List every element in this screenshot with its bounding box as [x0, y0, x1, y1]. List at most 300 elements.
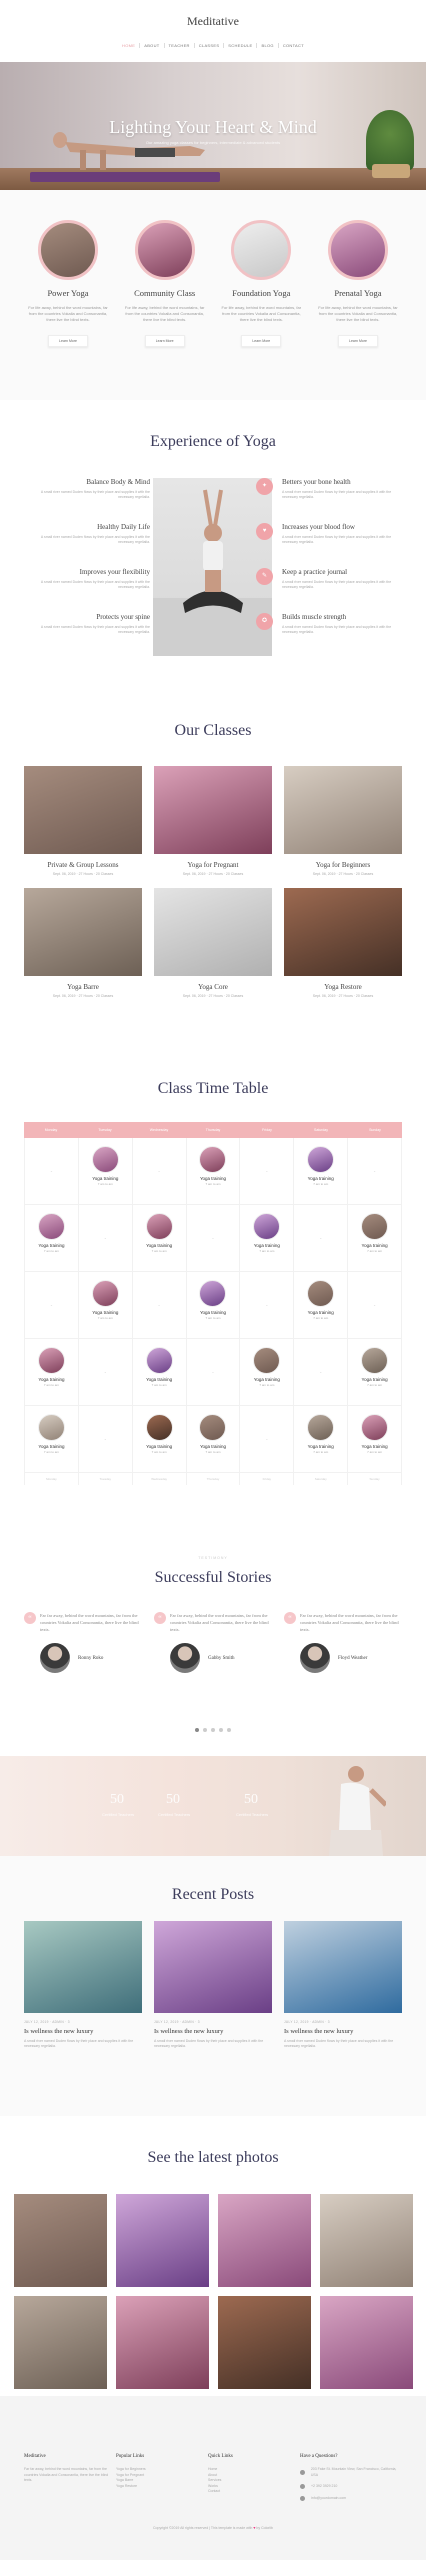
class-session-time: 7 am to am: [43, 1450, 59, 1454]
class-session-time: 7 am to am: [205, 1182, 221, 1186]
gallery-photo[interactable]: [14, 2194, 107, 2287]
quote-icon: “: [24, 1612, 36, 1624]
class-card[interactable]: [284, 888, 402, 998]
timetable-cell[interactable]: [294, 1138, 348, 1205]
timetable-cell: [187, 1205, 241, 1272]
class-session-time: 7 am to am: [367, 1249, 383, 1253]
empty-slot: -: [212, 1370, 214, 1376]
class-name[interactable]: Yoga Restore: [324, 983, 362, 991]
experience-item-title: Healthy Daily Life: [97, 523, 150, 531]
empty-slot: -: [104, 1437, 107, 1443]
feature-text: For life away, behind the word mountains, far from the countries Vokalia and Consonantia, there live the blind texts.: [318, 305, 398, 322]
feature-text: For life away, behind the word mountains, far from the countries Vokalia and Consonantia, there live the blind texts.: [28, 305, 108, 322]
class-session-name[interactable]: Yoga training: [361, 1243, 388, 1248]
site-logo[interactable]: Meditative: [187, 14, 239, 28]
experience-item-text: A small river named Duden flows by their place and supplies it with the necessary regelialia.: [282, 625, 392, 634]
class-image[interactable]: [154, 766, 272, 854]
post-title[interactable]: Is wellness the new luxury: [284, 2028, 354, 2035]
gallery-photo[interactable]: [116, 2296, 209, 2389]
meditating-woman-figure: [153, 478, 272, 656]
experience-item-text: A small river named Duden flows by their place and supplies it with the necessary regelialia.: [282, 535, 392, 544]
experience-item: [24, 613, 150, 658]
nav-schedule[interactable]: SCHEDULE: [224, 43, 257, 48]
timetable-cell[interactable]: [25, 1205, 79, 1272]
experience-item-title: Betters your bone health: [282, 478, 351, 486]
class-session-name[interactable]: Yoga training: [92, 1310, 119, 1315]
instructor-avatar: [199, 1414, 226, 1441]
testimonial-card: [284, 1612, 402, 1673]
section-title: Our Classes: [174, 722, 252, 739]
timetable-cell: [133, 1272, 187, 1339]
carousel-dot[interactable]: [195, 1728, 199, 1732]
nav-teacher[interactable]: TEACHER: [165, 43, 195, 48]
quote-icon: “: [154, 1612, 166, 1624]
class-image[interactable]: [24, 766, 142, 854]
avatar: [40, 1643, 70, 1673]
timetable-cell[interactable]: [133, 1205, 187, 1272]
feature-card: [24, 220, 112, 347]
class-image[interactable]: [284, 888, 402, 976]
counter-value: 50: [244, 1792, 258, 1807]
copyright: [0, 2526, 426, 2530]
instructor-avatar: [92, 1146, 119, 1173]
footer-link[interactable]: Yoga for Beginners: [116, 2467, 146, 2471]
empty-slot: -: [266, 1169, 268, 1175]
experience-item-text: A small river named Duden flows by their place and supplies it with the necessary regelialia.: [40, 625, 150, 634]
counter-label: Certified Teachers: [102, 1812, 135, 1817]
instructor-avatar: [361, 1213, 388, 1240]
class-session-time: 7 am to am: [43, 1249, 59, 1253]
feature-title: Power Yoga: [47, 288, 89, 298]
day-footer: Wednesday: [133, 1473, 187, 1485]
section-title: Recent Posts: [171, 1886, 255, 1903]
experience-item-title: Increases your blood flow: [282, 523, 355, 531]
timetable-cell: [187, 1339, 241, 1406]
nav-blog[interactable]: BLOG: [257, 43, 278, 48]
empty-slot: -: [266, 1303, 268, 1309]
class-session-time: 7 am to am: [205, 1450, 221, 1454]
instructor-avatar: [146, 1347, 173, 1374]
timetable-cell[interactable]: [187, 1138, 241, 1205]
class-image[interactable]: [284, 766, 402, 854]
feature-title: Community Class: [134, 288, 196, 298]
class-session-name[interactable]: Yoga training: [38, 1243, 65, 1248]
post-excerpt: A small river named Duden flows by their place and supplies it with the necessary regelialia.: [284, 2039, 394, 2048]
class-session-time: 7 am to am: [367, 1383, 383, 1387]
class-meta: Sept. 06, 2019 · 27 Hours · 20 Classes: [182, 872, 244, 876]
blog-post-card[interactable]: [24, 1921, 142, 2049]
bone-icon: ✦: [256, 478, 273, 495]
timetable-header: [24, 1122, 402, 1138]
footer-link[interactable]: Yoga Restore: [116, 2483, 138, 2488]
instructor-avatar: [361, 1414, 388, 1441]
counter-label: Certified Teachers: [158, 1812, 191, 1817]
class-session-name[interactable]: Yoga training: [253, 1243, 280, 1248]
timetable-cell[interactable]: [187, 1272, 241, 1339]
class-session-time: 7 am to am: [313, 1316, 329, 1320]
day-header: Wednesday: [149, 1128, 169, 1132]
class-meta: Sept. 06, 2019 · 27 Hours · 20 Classes: [52, 994, 114, 998]
timetable-cell[interactable]: [348, 1205, 402, 1272]
carousel-dot[interactable]: [227, 1728, 231, 1732]
timetable-cell: [79, 1406, 133, 1473]
post-image[interactable]: [154, 1921, 272, 2013]
timetable-cell[interactable]: [25, 1406, 79, 1473]
class-session-name[interactable]: Yoga training: [307, 1176, 334, 1181]
gallery-photo[interactable]: [320, 2296, 413, 2389]
empty-slot: -: [50, 1169, 53, 1175]
instructor-avatar: [307, 1146, 334, 1173]
footer-quick-links: [208, 2454, 300, 2507]
class-session-time: 7 am to am: [97, 1182, 113, 1186]
gallery-photo[interactable]: [14, 2296, 107, 2389]
testimonial-author: Ronny Roko: [78, 1655, 104, 1661]
feature-text: For life away, behind the word mountains, far from the countries Vokalia and Consonantia, there live the blind texts.: [221, 305, 302, 322]
day-footer: Sunday: [348, 1473, 402, 1485]
experience-item: [24, 568, 150, 613]
testimonial-card: [24, 1612, 142, 1673]
empty-slot: -: [158, 1169, 160, 1175]
class-image[interactable]: [24, 888, 142, 976]
learn-more-button[interactable]: Learn More: [48, 335, 88, 347]
day-header: Thursday: [205, 1128, 221, 1132]
experience-item: [261, 613, 408, 658]
class-name[interactable]: Yoga Core: [198, 983, 228, 991]
testimonial-card: [154, 1612, 272, 1673]
footer-link[interactable]: Works: [208, 2483, 218, 2488]
feature-card: [314, 220, 402, 347]
site-footer: [0, 2396, 426, 2560]
class-card[interactable]: [284, 766, 402, 876]
day-footer: Friday: [240, 1473, 294, 1485]
post-excerpt: A small river named Duden flows by their place and supplies it with the necessary regelialia.: [154, 2039, 264, 2048]
classes-section: [0, 700, 426, 1080]
timetable-cell[interactable]: [133, 1406, 187, 1473]
nav-classes[interactable]: CLASSES: [195, 43, 225, 48]
class-name[interactable]: Yoga for Beginners: [315, 861, 371, 869]
timetable-body: [24, 1138, 402, 1473]
empty-slot: -: [319, 1236, 322, 1242]
experience-item-title: Protects your spine: [96, 613, 150, 621]
footer-link[interactable]: Yoga Barre: [116, 2478, 134, 2482]
contact-address: 203 Fake St. Mountain View, San Francisco, California, USA: [310, 2467, 397, 2477]
timetable-cell[interactable]: [25, 1339, 79, 1406]
timetable-cell: [25, 1138, 79, 1205]
instructor-avatar: [199, 1146, 226, 1173]
footer-link[interactable]: Services: [208, 2478, 222, 2482]
instructor-avatar: [146, 1414, 173, 1441]
class-session-time: 7 am to am: [259, 1249, 275, 1253]
instructor-avatar: [146, 1213, 173, 1240]
timetable-cell: [240, 1406, 294, 1473]
post-title[interactable]: Is wellness the new luxury: [24, 2028, 94, 2035]
footer-link[interactable]: Contact: [208, 2489, 221, 2493]
class-meta: Sept. 06, 2019 · 27 Hours · 20 Classes: [312, 994, 374, 998]
testimonial-author: Gabby Smith: [208, 1655, 235, 1661]
counter-label: Certified Teachers: [236, 1812, 269, 1817]
day-footer: Monday: [25, 1473, 79, 1485]
feature-image: [135, 220, 195, 280]
experience-item-text: A small river named Duden flows by their place and supplies it with the necessary regelialia.: [40, 490, 150, 499]
phone-icon: [300, 2484, 305, 2489]
section-title: Successful Stories: [154, 1569, 272, 1586]
testimonial-text: Far far away, behind the word mountains, far from the countries Vokalia and Consonantia, there live the blind texts.: [300, 1613, 399, 1632]
gallery-photo[interactable]: [116, 2194, 209, 2287]
timetable-cell[interactable]: [348, 1339, 402, 1406]
experience-item-text: A small river named Duden flows by their place and supplies it with the necessary regelialia.: [282, 490, 392, 499]
instructor-avatar: [253, 1213, 280, 1240]
footer-heading: Have a Questions?: [300, 2454, 338, 2459]
post-meta: JULY 12, 2019 · ADMIN · 3: [154, 2020, 200, 2024]
class-session-name[interactable]: Yoga training: [307, 1310, 334, 1315]
timetable-cell: [294, 1339, 348, 1406]
avatar: [170, 1643, 200, 1673]
day-footer: Tuesday: [79, 1473, 133, 1485]
class-card[interactable]: [24, 888, 142, 998]
footer-link[interactable]: Home: [208, 2467, 218, 2471]
timetable-cell[interactable]: [240, 1205, 294, 1272]
instructor-avatar: [199, 1280, 226, 1307]
instructor-avatar: [38, 1414, 65, 1441]
footer-heading: Quick Links: [208, 2454, 233, 2459]
contact-email[interactable]: info@yourdomain.com: [311, 2495, 347, 2500]
post-image[interactable]: [284, 1921, 402, 2013]
class-session-time: 7 am to am: [367, 1450, 383, 1454]
learn-more-button[interactable]: Learn More: [338, 335, 378, 347]
hero-pot: [372, 164, 410, 178]
empty-slot: -: [319, 1370, 322, 1376]
contact-phone[interactable]: +2 392 3929 210: [311, 2484, 338, 2488]
experience-item-text: A small river named Duden flows by their place and supplies it with the necessary regelialia.: [40, 580, 150, 589]
timetable-cell: [240, 1272, 294, 1339]
class-session-name[interactable]: Yoga training: [253, 1377, 280, 1382]
class-meta: Sept. 06, 2019 · 27 Hours · 20 Classes: [182, 994, 244, 998]
footer-link[interactable]: About: [208, 2472, 218, 2477]
timetable-cell[interactable]: [79, 1138, 133, 1205]
class-image[interactable]: [154, 888, 272, 976]
day-footer: Thursday: [187, 1473, 241, 1485]
class-session-time: 7 am to am: [97, 1316, 113, 1320]
experience-item: [24, 478, 150, 523]
class-session-time: 7 am to am: [151, 1249, 167, 1253]
experience-item-title: Builds muscle strength: [282, 613, 347, 621]
class-session-name[interactable]: Yoga training: [38, 1377, 65, 1382]
feature-title: Prenatal Yoga: [334, 288, 382, 298]
class-session-name[interactable]: Yoga training: [199, 1176, 227, 1181]
experience-item-title: Keep a practice journal: [282, 568, 348, 576]
day-header: Friday: [262, 1128, 272, 1132]
timetable-cell[interactable]: [133, 1339, 187, 1406]
experience-item-title: Balance Body & Mind: [86, 478, 150, 486]
empty-slot: -: [104, 1236, 107, 1242]
instructor-avatar: [307, 1414, 334, 1441]
empty-slot: -: [373, 1169, 376, 1175]
experience-item-title: Improves your flexibility: [79, 568, 150, 576]
main-nav: [0, 43, 426, 48]
post-image[interactable]: [24, 1921, 142, 2013]
day-footer: Saturday: [294, 1473, 348, 1485]
feature-image: [38, 220, 98, 280]
timetable-cell[interactable]: [187, 1406, 241, 1473]
section-title: Class Time Table: [157, 1080, 269, 1097]
class-card[interactable]: [154, 888, 272, 998]
class-session-name[interactable]: Yoga training: [199, 1310, 227, 1315]
footer-popular-links: [116, 2454, 208, 2507]
muscle-icon: ✪: [256, 613, 273, 630]
instructor-avatar: [361, 1347, 388, 1374]
timetable-cell: [348, 1272, 402, 1339]
counter-value: 50: [166, 1792, 180, 1807]
feature-title: Foundation Yoga: [232, 288, 291, 298]
recent-posts-section: [0, 1856, 426, 2116]
empty-slot: -: [373, 1303, 376, 1309]
gallery-photo[interactable]: [320, 2194, 413, 2287]
instructor-avatar: [38, 1213, 65, 1240]
feature-text: For life away, behind the word mountains, far from the countries Vokalia and Consonantia, there live the blind texts.: [124, 305, 205, 322]
map-pin-icon: [300, 2470, 305, 2475]
features-section: [0, 190, 426, 400]
footer-about: [24, 2454, 116, 2507]
timetable-cell: [294, 1205, 348, 1272]
heart-icon: ♥: [256, 523, 273, 540]
class-session-time: 7 am to am: [313, 1182, 329, 1186]
class-session-name[interactable]: Yoga training: [146, 1243, 173, 1248]
post-excerpt: A small river named Duden flows by their place and supplies it with the necessary regelialia.: [24, 2039, 134, 2048]
gallery-photo[interactable]: [218, 2194, 311, 2287]
class-session-time: 7 am to am: [205, 1316, 221, 1320]
class-meta: Sept. 06, 2019 · 27 Hours · 20 Classes: [52, 872, 114, 876]
day-header: Sunday: [369, 1128, 381, 1132]
experience-item: [261, 478, 408, 523]
testimonial-text: Far far away, behind the word mountains, far from the countries Vokalia and Consonantia, there live the blind texts.: [40, 1613, 139, 1632]
blog-post-card[interactable]: [154, 1921, 272, 2049]
nav-home[interactable]: HOME: [118, 43, 140, 48]
timetable-footer: [24, 1473, 402, 1485]
quote-icon: “: [284, 1612, 296, 1624]
carousel-dot[interactable]: [219, 1728, 223, 1732]
class-name[interactable]: Yoga Barre: [67, 983, 99, 991]
heart-icon: ♥: [253, 2526, 256, 2530]
nav-about[interactable]: ABOUT: [140, 43, 164, 48]
day-header: Saturday: [313, 1128, 328, 1132]
class-session-time: 7 am to am: [43, 1383, 59, 1387]
copyright-credit[interactable]: by Colorlib: [256, 2526, 273, 2530]
experience-item: [24, 523, 150, 568]
photos-section: [0, 2116, 426, 2396]
hero-banner: [0, 62, 426, 190]
instructor-avatar: [253, 1347, 280, 1374]
hero-title: Lighting Your Heart & Mind: [109, 117, 317, 137]
empty-slot: -: [212, 1236, 214, 1242]
class-session-name[interactable]: Yoga training: [146, 1444, 173, 1449]
footer-link[interactable]: Yoga for Pregnant: [116, 2472, 145, 2477]
section-title: Experience of Yoga: [150, 433, 276, 450]
class-meta: Sept. 06, 2019 · 27 Hours · 20 Classes: [312, 872, 374, 876]
timetable-cell: [25, 1272, 79, 1339]
class-session-name[interactable]: Yoga training: [361, 1444, 388, 1449]
counter-value: 50: [110, 1792, 124, 1807]
learn-more-button[interactable]: Learn More: [241, 335, 281, 347]
carousel-dots: [0, 1719, 426, 1737]
testimonial-text: Far far away, behind the word mountains, far from the countries Vokalia and Consonantia, there live the blind texts.: [170, 1613, 269, 1632]
timetable-cell[interactable]: [294, 1272, 348, 1339]
class-session-name[interactable]: Yoga training: [307, 1444, 334, 1449]
instructor-avatar: [92, 1280, 119, 1307]
experience-right-column: [261, 478, 408, 658]
class-session-time: 7 am to am: [259, 1383, 275, 1387]
timetable-cell: [240, 1138, 294, 1205]
experience-center-image: [153, 478, 272, 656]
class-session-name[interactable]: Yoga training: [92, 1176, 119, 1181]
timetable-cell: [133, 1138, 187, 1205]
nav-contact[interactable]: CONTACT: [282, 43, 304, 48]
feature-image: [231, 220, 291, 280]
footer-heading: Meditative: [24, 2454, 46, 2459]
class-session-time: 7 am to am: [151, 1383, 167, 1387]
empty-slot: -: [104, 1370, 107, 1376]
class-session-name[interactable]: Yoga training: [38, 1444, 65, 1449]
class-session-name[interactable]: Yoga training: [146, 1377, 173, 1382]
learn-more-button[interactable]: Learn More: [145, 335, 185, 347]
experience-section: [0, 400, 426, 700]
instructor-avatar: [307, 1280, 334, 1307]
blog-post-card[interactable]: [284, 1921, 402, 2049]
class-card[interactable]: [154, 766, 272, 876]
class-card[interactable]: [24, 766, 142, 876]
class-session-name[interactable]: Yoga training: [361, 1377, 388, 1382]
section-kicker: TESTIMONY: [198, 1556, 228, 1560]
banner-yogi-figure: [311, 1760, 386, 1856]
experience-item: [262, 523, 408, 568]
timetable-section: [0, 1080, 426, 1520]
class-name[interactable]: Private & Group Lessons: [47, 861, 119, 869]
feature-image: [328, 220, 388, 280]
testimonial-author: Floyd Weather: [338, 1655, 368, 1661]
photo-gallery: [14, 2194, 412, 2389]
timetable-cell[interactable]: [240, 1339, 294, 1406]
avatar: [300, 1643, 330, 1673]
gallery-photo[interactable]: [218, 2296, 311, 2389]
timetable-cell[interactable]: [79, 1272, 133, 1339]
section-title: See the latest photos: [147, 2149, 279, 2166]
yoga-mat: [30, 172, 220, 182]
timetable-cell: [79, 1339, 133, 1406]
post-title[interactable]: Is wellness the new luxury: [154, 2028, 224, 2035]
hero-subtitle: Our amazing yoga classes for beginners, intermediate & advanced students: [145, 140, 281, 145]
empty-slot: -: [266, 1437, 268, 1443]
site-header: [0, 0, 426, 62]
mail-icon: [300, 2496, 305, 2501]
carousel-dot[interactable]: [203, 1728, 207, 1732]
instructor-avatar: [38, 1347, 65, 1374]
journal-icon: ✎: [256, 568, 273, 585]
footer-about-text: Far far away, behind the word mountains, far from the countries Vokalia and Consonantia, there live the blind texts.: [24, 2467, 109, 2482]
class-name[interactable]: Yoga for Pregnant: [187, 861, 239, 869]
timetable-cell: [348, 1138, 402, 1205]
timetable-cell[interactable]: [348, 1406, 402, 1473]
copyright-text: Copyright ©2019 All rights reserved | This template is made with: [153, 2526, 253, 2530]
footer-contact: [300, 2454, 402, 2507]
experience-item-text: A small river named Duden flows by their place and supplies it with the necessary regelialia.: [282, 580, 392, 589]
class-session-time: 7 am to am: [313, 1450, 329, 1454]
carousel-dot[interactable]: [211, 1728, 215, 1732]
day-header: Monday: [44, 1128, 58, 1132]
timetable-cell[interactable]: [294, 1406, 348, 1473]
timetable-cell: [79, 1205, 133, 1272]
class-session-name[interactable]: Yoga training: [199, 1444, 227, 1449]
experience-left-column: [24, 478, 150, 658]
experience-item-text: A small river named Duden flows by their place and supplies it with the necessary regelialia.: [40, 535, 150, 544]
